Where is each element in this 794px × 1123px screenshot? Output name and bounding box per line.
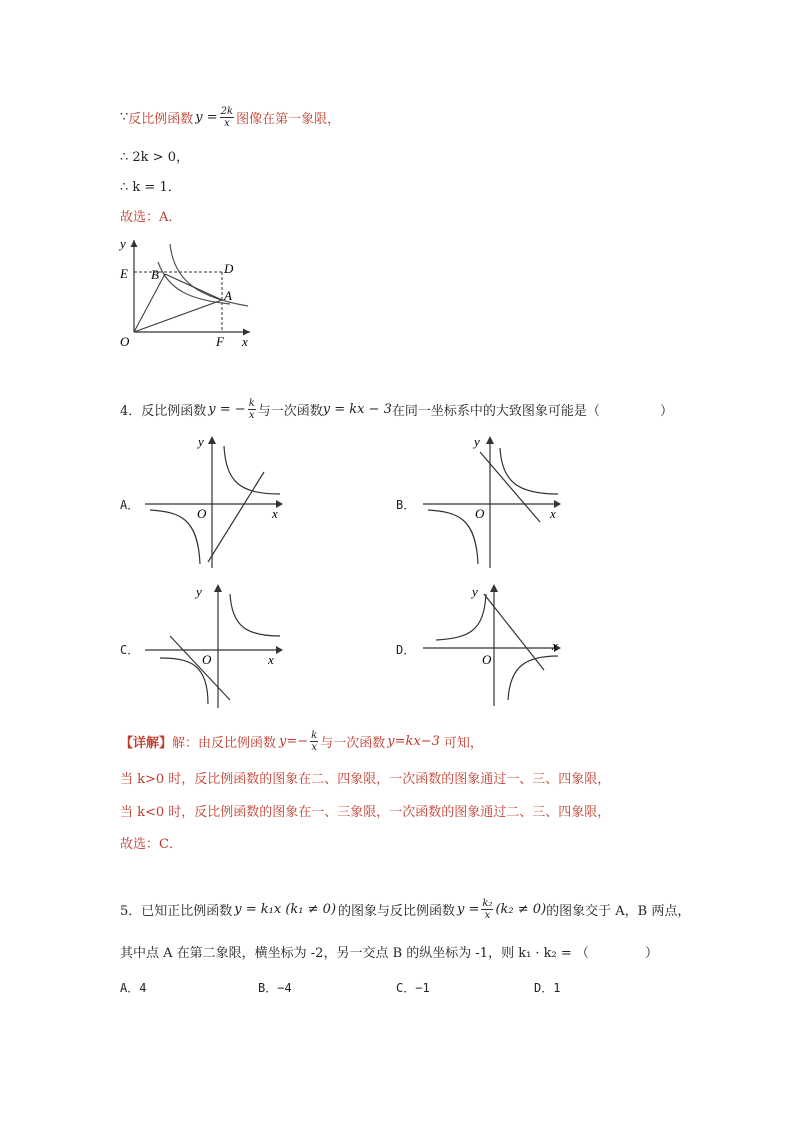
q5-line2-text: 其中点 A 在第二象限，横坐标为 -2，另一交点 B 的纵坐标为 -1，则 k₁ · k₂ = （: [120, 946, 589, 961]
q5-fraction: [481, 898, 493, 921]
q5-text-c: 的图象交于 A，B 两点，: [546, 904, 691, 919]
q4-text-b: 与一次函数: [257, 404, 323, 419]
arrow-icon: [486, 436, 494, 444]
solution3-y-eq: y =: [195, 110, 218, 125]
q4-fraction: [248, 398, 256, 421]
q4-number: 4．: [120, 404, 142, 419]
fraction-numerator: k₂: [482, 898, 493, 909]
q4-option-b-label[interactable]: B．: [396, 498, 416, 512]
hyperbola-q3: [150, 510, 200, 564]
q5-option-d[interactable]: D．1: [534, 981, 561, 995]
origin-label: O: [475, 506, 485, 521]
detail4-answer: 故选：C．: [120, 837, 182, 852]
q5-option-b[interactable]: B．−4: [258, 981, 292, 995]
q5-option-a[interactable]: A．4: [120, 981, 147, 995]
line-OA: [134, 300, 222, 332]
q4-option-a-label[interactable]: A．: [120, 498, 140, 512]
q4-graph-b[interactable]: [418, 432, 568, 572]
origin-label: O: [482, 652, 492, 667]
solution3-line2: ∴ 2k > 0，: [120, 150, 189, 165]
q5-text-a: 已知正比例函数: [141, 904, 233, 919]
detail4-text-a: 解：由反比例函数: [172, 736, 277, 751]
solution3-line1: [120, 106, 340, 129]
detail-tag: 【详解】: [120, 736, 173, 751]
q4-linear: y = kx − 3: [322, 402, 392, 417]
origin-label: O: [197, 506, 207, 521]
q4-graph-d[interactable]: [418, 580, 568, 710]
q4-graph-a[interactable]: [140, 432, 290, 572]
detail4-text-c: 可知，: [443, 736, 483, 751]
detail4-y-eq: y=−: [279, 734, 309, 749]
detail4-linear: y=kx−3: [387, 734, 440, 749]
q4-paren-close: ）: [659, 404, 673, 419]
fraction-denominator: x: [224, 118, 230, 129]
fraction-denominator: x: [484, 910, 491, 921]
fraction-numerator: k: [311, 730, 318, 741]
q5-stem-line1: [120, 898, 690, 921]
line-OB: [134, 274, 165, 332]
q4-option-d-label[interactable]: D．: [396, 643, 416, 657]
q5-option-c[interactable]: C．−1: [396, 981, 430, 995]
detail4-line3: 当 k<0 时，反比例函数的图象在一、三象限，一次函数的图象通过二、三、四象限，: [120, 805, 611, 820]
hyperbola-q1: [500, 448, 558, 494]
origin-label: O: [202, 652, 212, 667]
fraction-denominator: x: [248, 410, 255, 421]
linear-line: [208, 472, 264, 562]
axis-x-label: x: [272, 506, 278, 521]
hyperbola-inner: [158, 262, 230, 304]
q4-option-c-label[interactable]: C．: [120, 643, 140, 657]
arrow-icon: [276, 646, 283, 654]
q5-formula2-condition: (k₂ ≠ 0): [495, 902, 547, 917]
solution3-answer: 故选：A．: [120, 210, 182, 225]
fraction-numerator: k: [248, 398, 255, 409]
detail4-line1: [120, 730, 483, 753]
q5-text-b: 的图象与反比例函数: [338, 904, 456, 919]
hyperbola-q2: [436, 594, 486, 640]
solution3-fraction: [220, 106, 234, 129]
q4-y-eq: y = −: [208, 402, 246, 417]
q5-formula1: y = k₁x (k₁ ≠ 0): [234, 902, 337, 917]
axis-x-label: x: [552, 638, 558, 653]
fraction-denominator: x: [311, 742, 318, 753]
detail4-fraction: [310, 730, 318, 753]
label-B: B: [151, 267, 159, 282]
solution3-text-b: 图像在第一象限，: [236, 112, 341, 127]
label-E: E: [120, 266, 128, 281]
axis-y-label: y: [472, 584, 478, 599]
detail4-text-b: 与一次函数: [320, 736, 386, 751]
figure3-diagram: [110, 232, 260, 352]
fraction-numerator: 2k: [220, 106, 234, 117]
solution3-line3: ∴ k = 1．: [120, 180, 181, 195]
linear-line: [170, 636, 230, 700]
hyperbola-q3: [160, 658, 208, 704]
linear-line: [484, 594, 544, 670]
hyperbola-q4: [508, 656, 558, 700]
q5-y-eq: y =: [457, 902, 480, 917]
hyperbola-q1: [224, 446, 280, 494]
q4-text-c: 在同一坐标系中的大致图象可能是（: [391, 404, 600, 419]
q4-text-a: 反比例函数: [141, 404, 207, 419]
arrow-icon: [490, 584, 498, 592]
axis-x-label: x: [268, 652, 274, 667]
arrow-icon: [208, 436, 216, 444]
q5-paren-close: ）: [644, 946, 658, 961]
axis-y-label: y: [198, 434, 204, 449]
linear-line: [480, 452, 540, 522]
q4-stem: [120, 398, 673, 421]
axis-x-label: x: [550, 506, 556, 521]
q4-graph-c[interactable]: [140, 580, 290, 710]
label-F: F: [216, 334, 224, 349]
axis-y-label: y: [196, 584, 202, 599]
q5-stem-line2: [120, 942, 658, 961]
label-A: A: [224, 288, 232, 303]
because-symbol: ∵: [120, 110, 129, 125]
arrow-icon: [214, 584, 222, 592]
axis-y-label: y: [474, 434, 480, 449]
label-O: O: [120, 334, 130, 349]
hyperbola-outer: [170, 244, 248, 306]
hyperbola-q3: [428, 510, 478, 564]
label-y: y: [120, 236, 126, 251]
label-x: x: [242, 334, 248, 349]
hyperbola-q1: [230, 594, 280, 636]
label-D: D: [224, 261, 234, 276]
solution3-text-a: 反比例函数: [128, 112, 194, 127]
q5-number: 5．: [120, 904, 142, 919]
detail4-line2: 当 k>0 时，反比例函数的图象在二、四象限，一次函数的图象通过一、三、四象限，: [120, 772, 611, 787]
